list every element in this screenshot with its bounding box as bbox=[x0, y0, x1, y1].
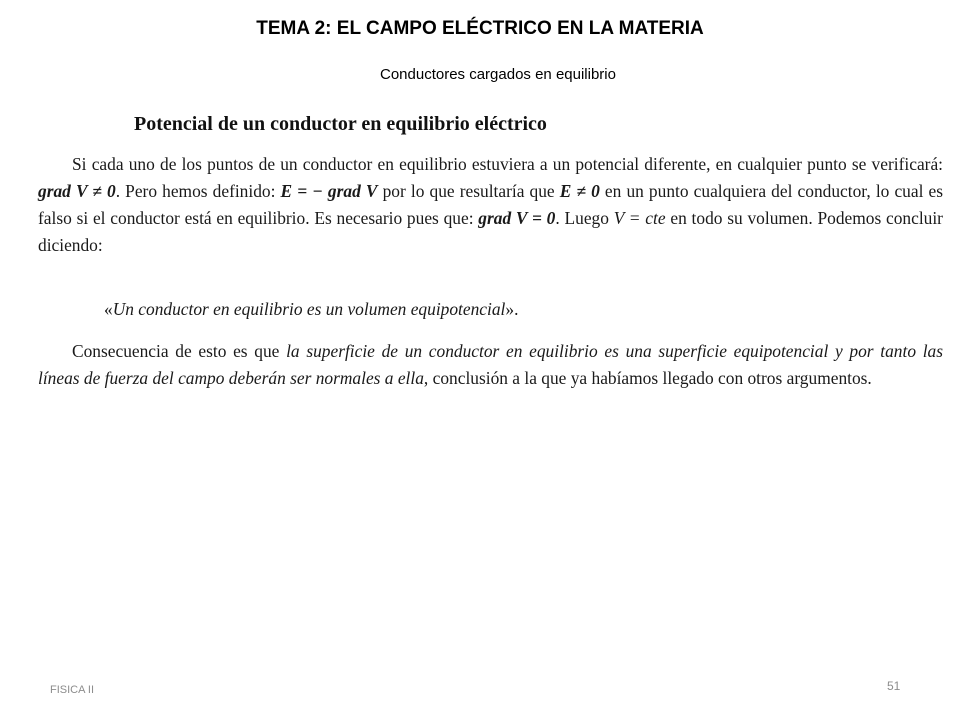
paragraph-potential bbox=[38, 151, 943, 259]
quote-text: Un conductor en equilibrio es un volumen equipotencial bbox=[112, 299, 506, 319]
quote-open-mark: « bbox=[104, 299, 113, 319]
p1-text-4: en un punto cualquiera del conductor, lo cual es falso si el conductor está en equilibrio. Es necesario pues que: bbox=[38, 181, 944, 228]
p1-text-2: . Pero hemos definido: bbox=[115, 181, 281, 201]
p1-text-3: por lo que resultaría que bbox=[377, 181, 560, 201]
slide-title: TEMA 2: EL CAMPO ELÉCTRICO EN LA MATERIA bbox=[256, 18, 704, 39]
footer-page-number: 51 bbox=[887, 679, 901, 693]
p3-italic-text: la superficie de un conductor en equilibrio es una superficie equipotencial y por tanto las líneas de fuerza del campo deberán ser normales a ella bbox=[38, 341, 944, 388]
p1-text-6: en todo su volumen. Podemos concluir diciendo: bbox=[38, 208, 943, 255]
p1-text-1: Si cada uno de los puntos de un conductor en equilibrio estuviera a un potencial diferente, en cualquier punto se verificará: bbox=[72, 154, 943, 174]
formula-e-not-zero: E ≠ 0 bbox=[559, 181, 600, 201]
p3-text-1: Consecuencia de esto es que bbox=[72, 341, 287, 361]
paragraph-consequence bbox=[38, 338, 943, 392]
footer-course-label: FISICA II bbox=[50, 684, 95, 696]
section-heading: Potencial de un conductor en equilibrio eléctrico bbox=[134, 113, 547, 135]
p1-text-5: . Luego bbox=[555, 208, 614, 228]
slide-subtitle: Conductores cargados en equilibrio bbox=[380, 66, 616, 83]
formula-e-equals-minus-grad-v: E = − grad V bbox=[280, 181, 378, 201]
quote-equipotential bbox=[104, 299, 518, 320]
p3-text-2: , conclusión a la que ya habíamos llegado con otros argumentos. bbox=[423, 368, 872, 388]
formula-grad-v-not-zero: grad V ≠ 0 bbox=[38, 181, 116, 201]
quote-close-mark: ». bbox=[505, 299, 519, 319]
formula-v-constant: V = cte bbox=[613, 208, 666, 228]
formula-grad-v-zero: grad V = 0 bbox=[478, 208, 556, 228]
